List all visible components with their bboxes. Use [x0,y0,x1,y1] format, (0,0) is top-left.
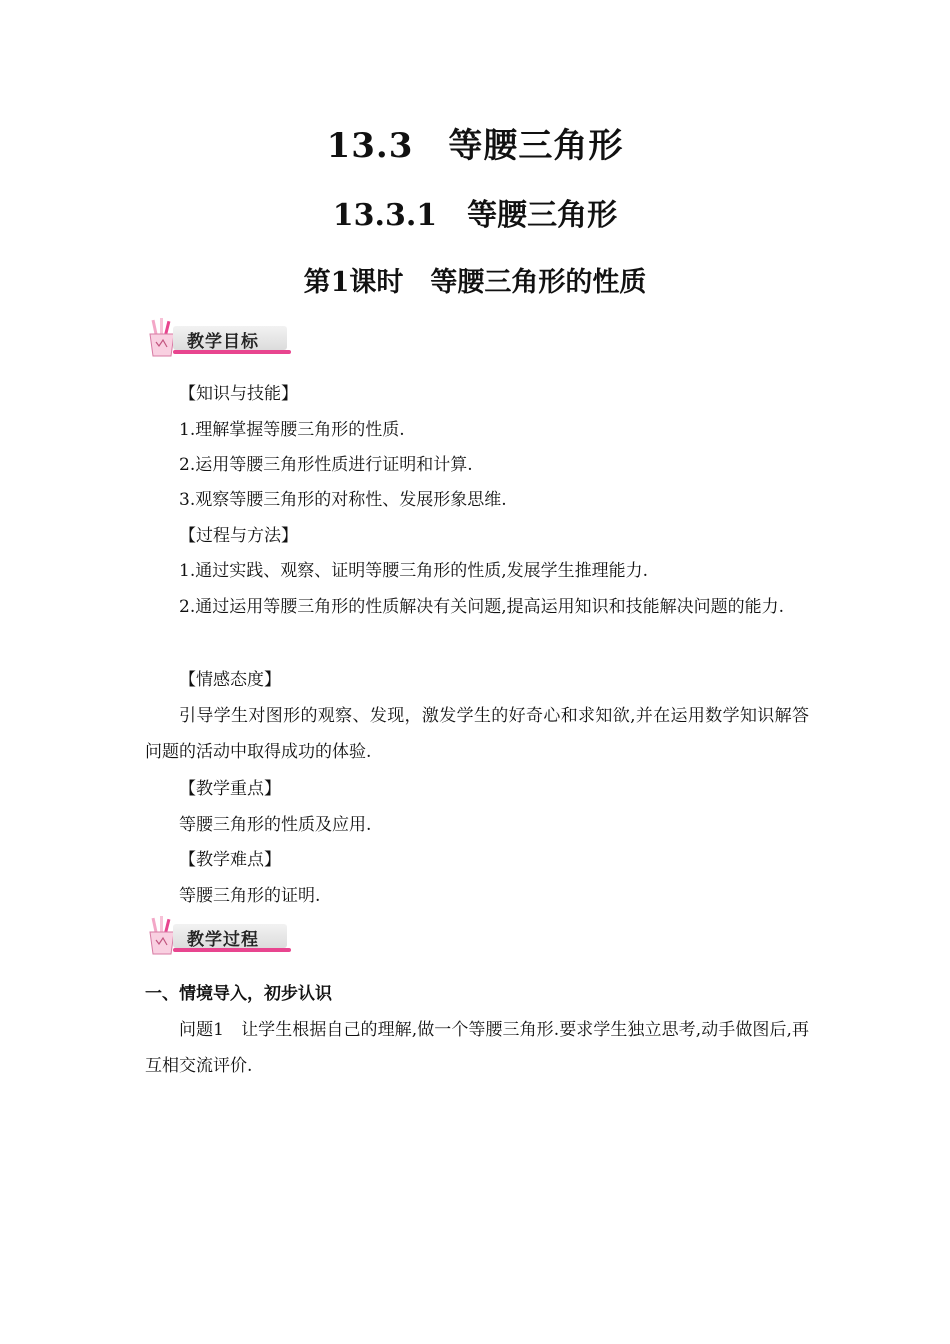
knowledge-heading: 【知识与技能】 [179,384,298,404]
process-banner [143,916,291,956]
objectives-banner-label: 教学目标 [187,332,259,352]
emotion-heading: 【情感态度】 [179,670,281,690]
process-item-2: 2.通过运用等腰三角形的性质解决有关问题,提高运用知识和技能解决问题的能力. [179,597,785,617]
process-method-heading: 【过程与方法】 [179,526,298,546]
knowledge-item-2: 2.运用等腰三角形性质进行证明和计算. [179,455,473,475]
knowledge-item-1: 1.理解掌握等腰三角形的性质. [179,420,405,440]
emotion-text: 引导学生对图形的观察、发现，激发学生的好奇心和求知欲,并在运用数学知识解答问题的活动中取得成功的体验. [145,706,809,762]
knowledge-item-3: 3.观察等腰三角形的对称性、发展形象思维. [179,490,507,510]
lesson-title: 第1课时 等腰三角形的性质 [303,267,647,298]
sub-title: 13.3.1 等腰三角形 [332,198,618,233]
key-point-heading: 【教学重点】 [179,779,281,799]
difficult-point-heading: 【教学难点】 [179,850,281,870]
section-1-heading: 一、情境导入，初步认识 [145,984,332,1004]
difficult-point-text: 等腰三角形的证明. [179,886,321,906]
process-banner-label: 教学过程 [187,930,259,950]
objectives-banner [143,318,291,358]
process-item-1: 1.通过实践、观察、证明等腰三角形的性质,发展学生推理能力. [179,561,649,581]
main-title: 13.3 等腰三角形 [326,126,624,166]
key-point-text: 等腰三角形的性质及应用. [179,815,372,835]
question-1-text: 问题1 让学生根据自己的理解,做一个等腰三角形.要求学生独立思考,动手做图后,再互相交流评价. [145,1020,809,1076]
